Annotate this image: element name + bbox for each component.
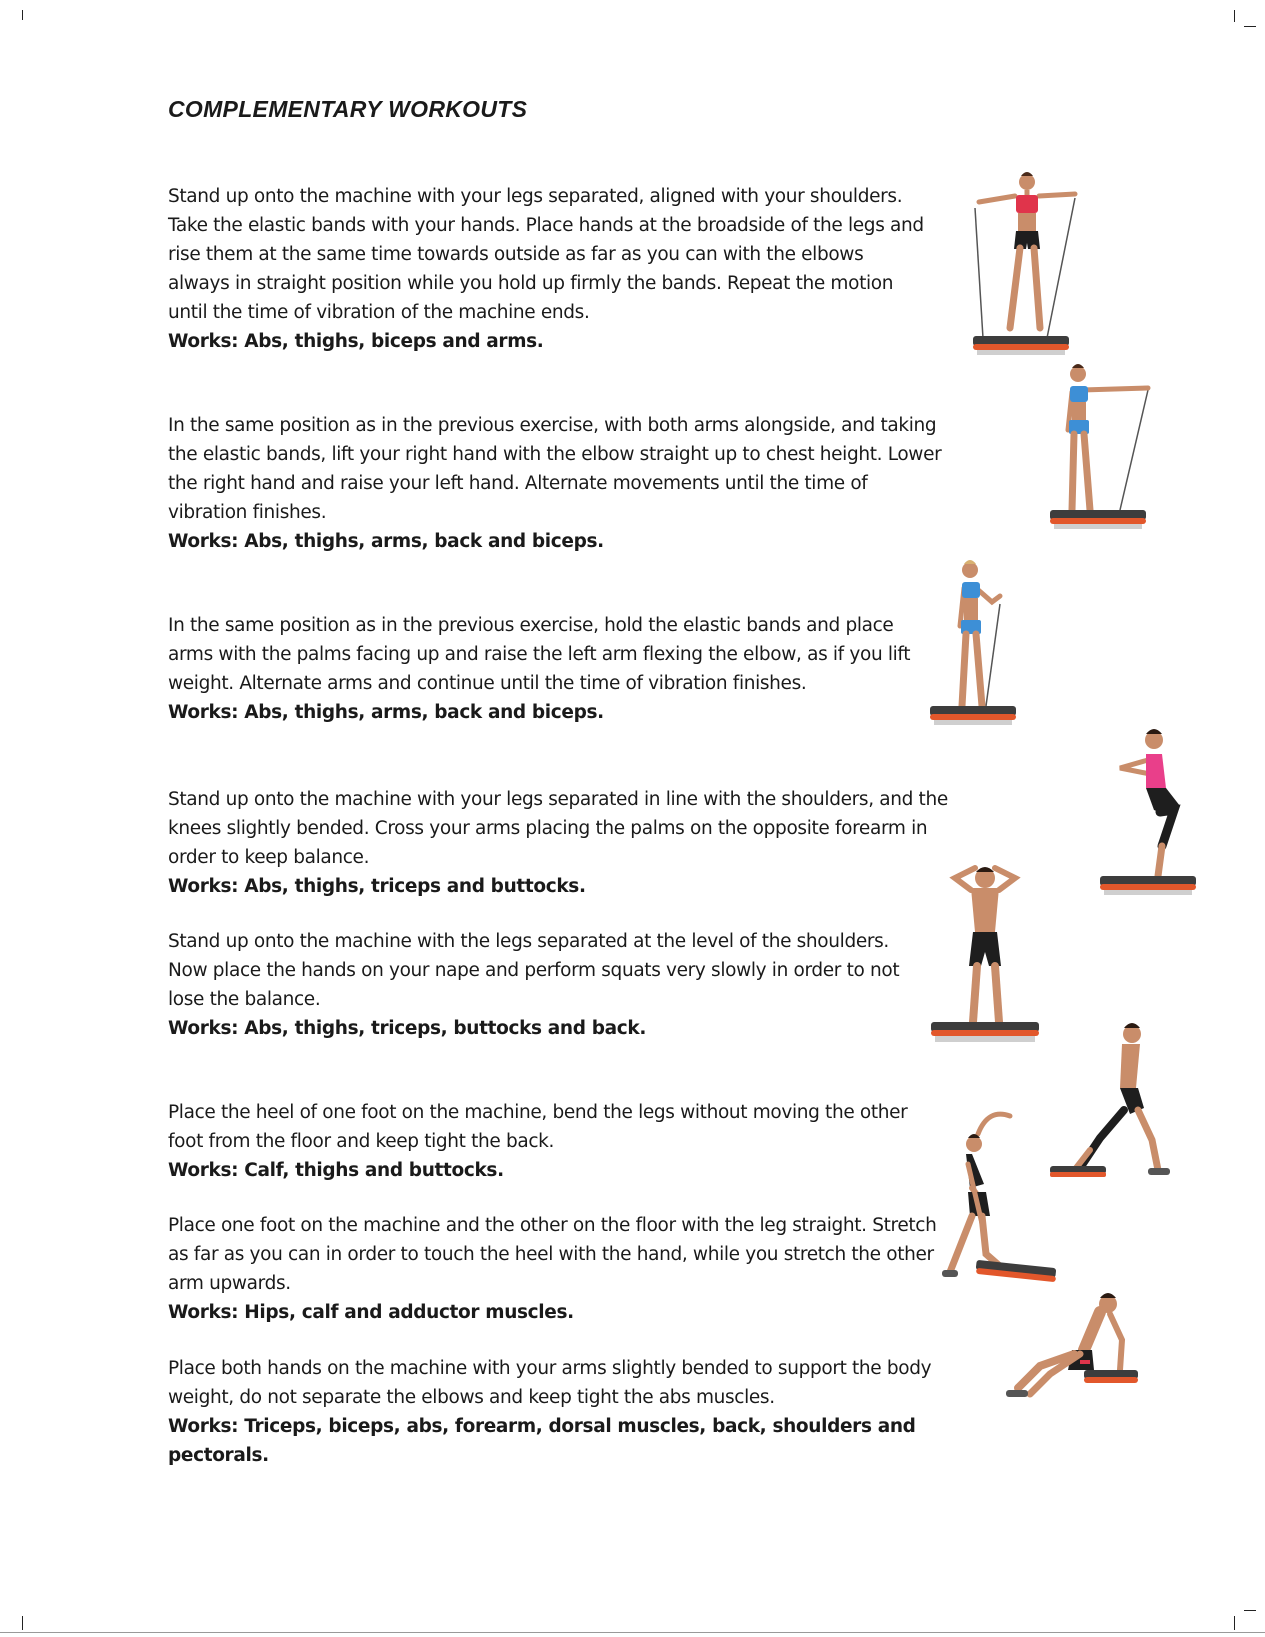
exercise-works: Works: Abs, thighs, biceps and arms. — [168, 331, 544, 352]
exercise-works: Works: Calf, thighs and buttocks. — [168, 1160, 504, 1181]
exercise-works: Works: Abs, thighs, arms, back and biceps. — [168, 531, 604, 552]
exercise-works: Works: Triceps, biceps, abs, forearm, dorsal muscles, back, shoulders and pectorals. — [168, 1416, 916, 1466]
crop-mark — [1244, 26, 1256, 27]
exercise-block — [168, 1098, 928, 1185]
woman-side-stretch-icon — [930, 1104, 1060, 1304]
crop-mark — [22, 1616, 23, 1630]
exercise-block — [168, 1354, 938, 1470]
exercise-description: Place both hands on the machine with your arms slightly bended to support the body weight, do not separate the elbows and keep tight the abs muscles. — [168, 1358, 932, 1408]
exercise-block — [168, 411, 948, 556]
exercise-description: Stand up onto the machine with your legs separated, aligned with your shoulders. Take the elastic bands with your hands. Place hands at the broadside of the legs and rise them at the same time towards outside as far as you can with the elbows always in straight position while you hold up firmly the bands. Repeat the motion until the time of vibration of the machine ends. — [168, 186, 924, 323]
exercise-description: Place the heel of one foot on the machine, bend the legs without moving the other foot from the floor and keep tight the back. — [168, 1102, 908, 1152]
exercise-works: Works: Abs, thighs, arms, back and biceps. — [168, 702, 604, 723]
crop-mark — [1244, 1610, 1256, 1611]
crop-mark — [22, 10, 23, 20]
man-hands-on-nape-icon — [925, 860, 1045, 1060]
exercise-description: In the same position as in the previous exercise, with both arms alongside, and taking the elastic bands, lift your right hand with the elbow straight up to chest height. Lower the right hand and raise your left hand. Alternate movements until the time of vibration finishes. — [168, 415, 942, 523]
man-triceps-dip-icon — [1000, 1290, 1150, 1410]
exercise-description: Stand up onto the machine with your legs separated in line with the shoulders, and the knees slightly bended. Cross your arms placing the palms on the opposite forearm in order to keep balance. — [168, 789, 948, 868]
page-bottom-rule — [0, 1632, 1265, 1633]
woman-squat-crossed-arms-icon — [1100, 726, 1220, 906]
exercise-description: In the same position as in the previous exercise, hold the elastic bands and place arms with the palms facing up and raise the left arm flexing the elbow, as if you lift weight. Alternate arms and continue until the time of vibration finishes. — [168, 615, 911, 694]
exercise-works: Works: Abs, thighs, triceps, buttocks and back. — [168, 1018, 647, 1039]
exercise-works: Works: Hips, calf and adductor muscles. — [168, 1302, 574, 1323]
man-heel-on-platform-icon — [1050, 1020, 1180, 1190]
exercise-block — [168, 1211, 948, 1327]
woman-bands-arm-forward-icon — [1050, 360, 1170, 550]
exercise-works: Works: Abs, thighs, triceps and buttocks. — [168, 876, 586, 897]
exercise-block — [168, 611, 943, 727]
exercise-description: Place one foot on the machine and the other on the floor with the leg straight. Stretch as far as you can in order to touch the heel with the hand, while you stretch the other arm upwards. — [168, 1215, 937, 1294]
woman-bands-arms-raised-icon — [965, 168, 1085, 368]
exercise-block — [168, 785, 948, 901]
page-title: COMPLEMENTARY WORKOUTS — [168, 96, 528, 122]
exercise-description: Stand up onto the machine with the legs separated at the level of the shoulders. Now place the hands on your nape and perform squats very slowly in order to not lose the balance. — [168, 931, 900, 1010]
exercise-block — [168, 182, 928, 356]
crop-mark — [1234, 10, 1235, 22]
crop-mark — [1234, 1616, 1235, 1630]
exercise-block — [168, 927, 928, 1043]
woman-bands-curl-icon — [930, 556, 1030, 746]
